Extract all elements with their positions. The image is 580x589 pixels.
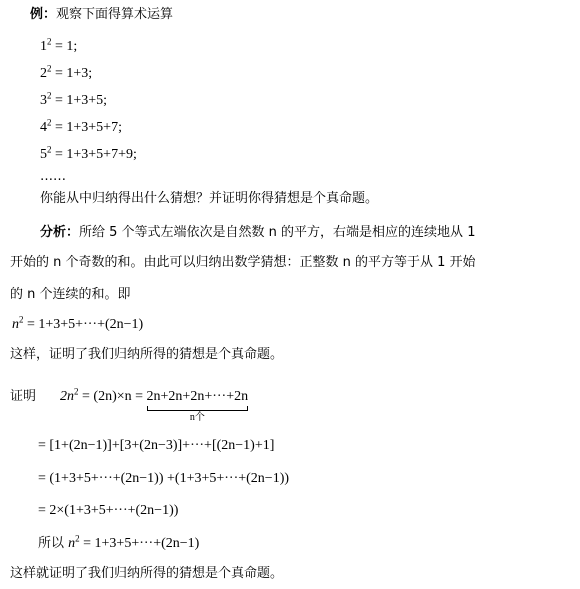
square-line-3: $3^2 = 1+3+5$;	[40, 90, 108, 108]
conclusion-2: 这样就证明了我们归纳所得的猜想是个真命题。	[10, 566, 284, 581]
square-line-1: $1^2 = 1$;	[40, 36, 78, 54]
proof-line-3: = (1+3+5+···+(2n−1)) +(1+3+5+···+(2n−1))	[38, 471, 290, 486]
proof-line-1: 证明 $2n^2 = (2n)\times n = 2n+2n+2n+\cdot\cdot\cdot+2n$ n个	[10, 388, 248, 406]
example-title: 观察下面得算术运算	[56, 7, 174, 22]
conclusion-1: 这样，证明了我们归纳所得的猜想是个真命题。	[10, 347, 284, 362]
analysis-line-1: 分析：所给 5 个等式左端依次是自然数 n 的平方，右端是相应的连续地从 1	[40, 225, 476, 240]
underbrace-sum: 2n+2n+2n+···+2n n个	[147, 388, 249, 406]
proof-line-4: = 2×(1+3+5+···+(2n−1))	[38, 503, 179, 518]
question-text: 你能从中归纳得出什么猜想？并证明你得猜想是个真命题。	[40, 191, 379, 206]
square-line-5: $5^2 = 1+3+5+7+9$;	[40, 144, 137, 162]
ellipsis: ……	[40, 169, 66, 184]
proof-label: 证明	[10, 389, 37, 404]
conjecture-formula: $n^2 = 1+3+5+\cdot\cdot\cdot+(2n-1)$	[12, 314, 144, 332]
therefore-line: 所以 $n^2 = 1+3+5+\cdot\cdot\cdot+(2n-1)$	[38, 533, 200, 551]
analysis-label: 分析：	[40, 225, 80, 240]
example-label: 例：	[30, 7, 57, 22]
proof-line-2: = [1+(2n−1)]+[3+(2n−3)]+···+[(2n−1)+1]	[38, 438, 275, 453]
analysis-line-3: 的 n 个连续的和。即	[10, 287, 131, 302]
square-line-4: $4^2 = 1+3+5+7$;	[40, 117, 122, 135]
underbrace-label: n个	[189, 412, 205, 423]
example-heading	[30, 6, 173, 24]
analysis-line-2: 开始的 n 个奇数的和。由此可以归纳出数学猜想：正整数 n 的平方等于从 1 开始	[10, 255, 476, 270]
square-line-2: $2^2 = 1+3$;	[40, 63, 93, 81]
